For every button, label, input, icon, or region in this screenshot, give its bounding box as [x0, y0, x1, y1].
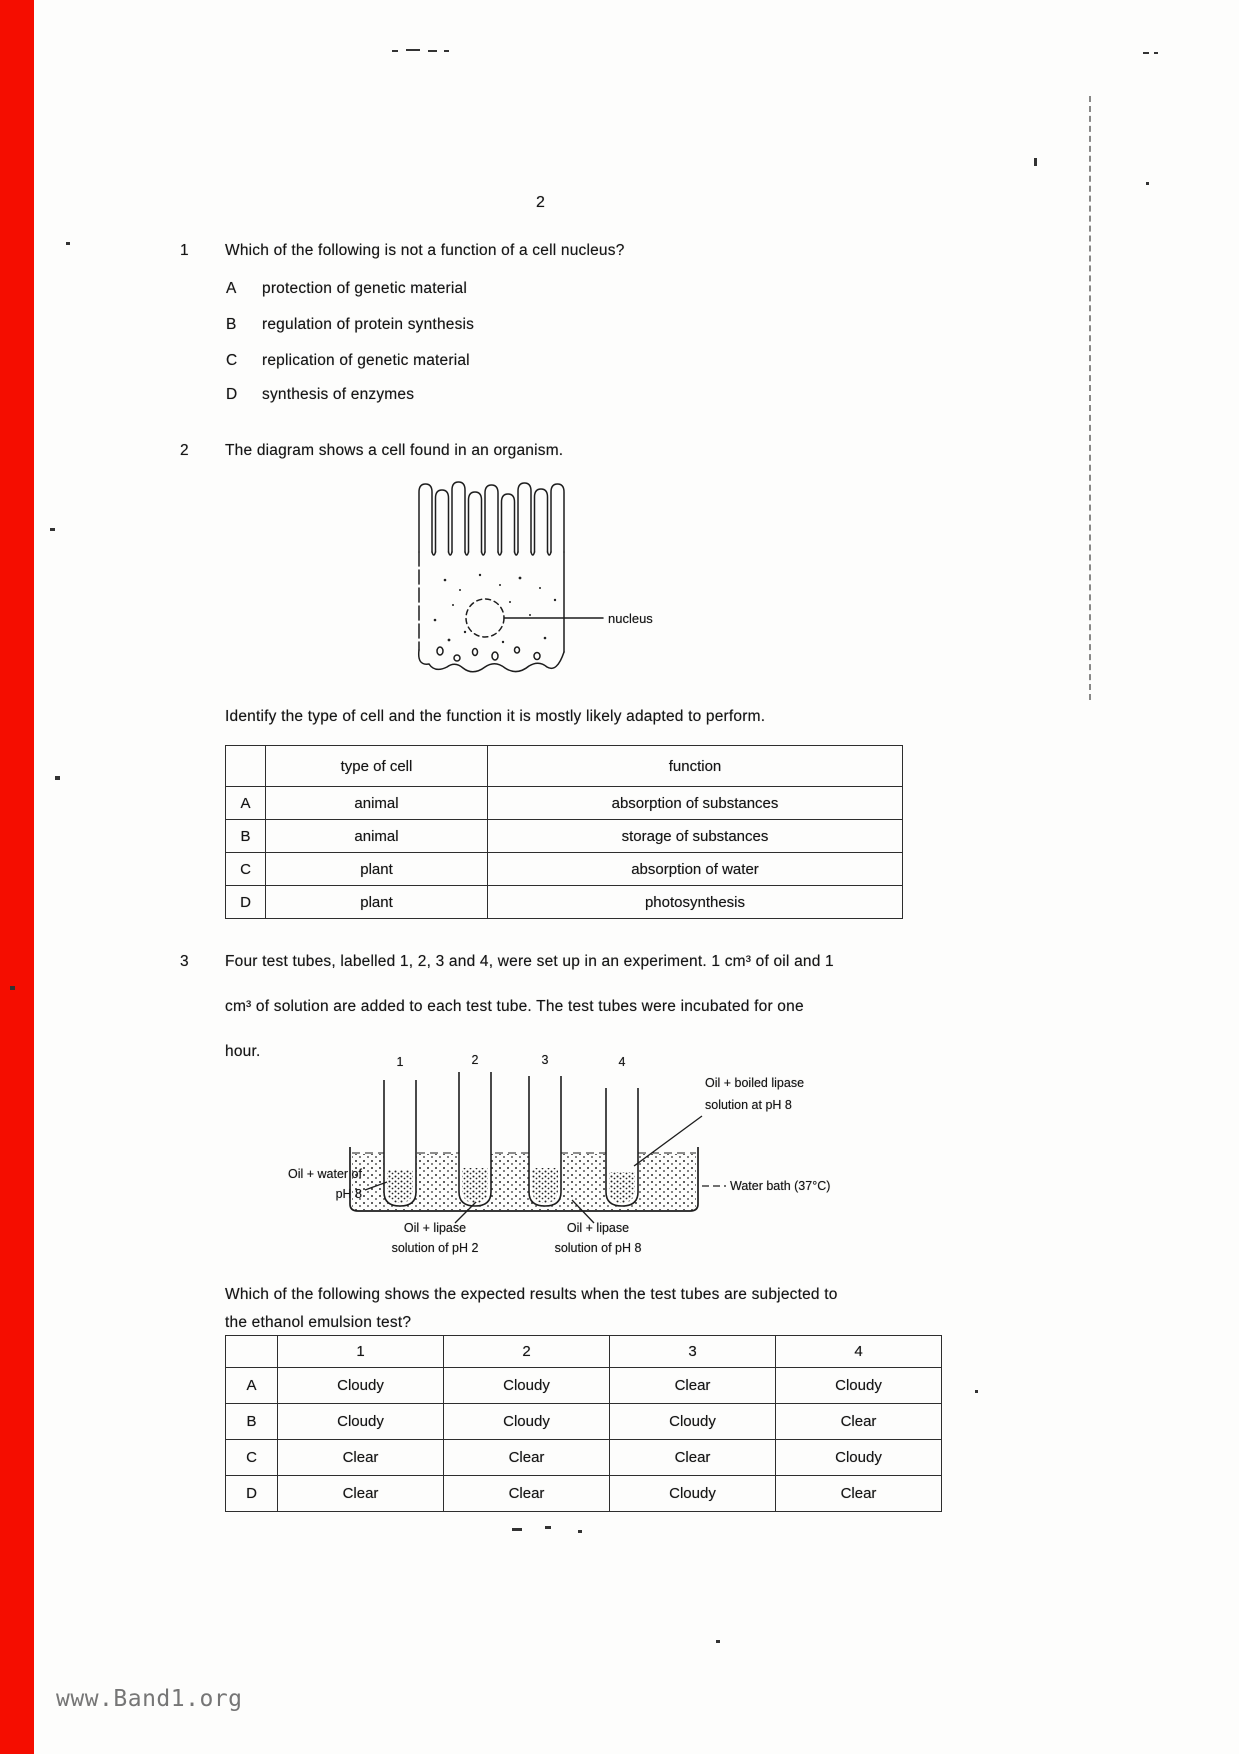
cell-type: plant [266, 853, 488, 886]
option-letter: C [226, 352, 238, 369]
oil-water-label-line2: pH 8 [335, 1187, 362, 1201]
question-1-option-b [226, 316, 474, 334]
tube-4-number: 4 [618, 1055, 626, 1069]
scan-artifact [50, 528, 55, 531]
result-cell: Cloudy [444, 1404, 610, 1440]
cell-type: plant [266, 886, 488, 919]
scan-artifact [1089, 96, 1091, 700]
row-letter: D [226, 886, 266, 919]
tube-3-number: 3 [541, 1053, 549, 1067]
result-cell: Clear [610, 1368, 776, 1404]
scan-artifact [428, 50, 437, 52]
cell-function: storage of substances [488, 820, 903, 853]
cell-type-function-table [225, 745, 903, 919]
row-letter: B [226, 1404, 278, 1440]
cell-function: absorption of substances [488, 787, 903, 820]
water-bath-label: Water bath (37°C) [730, 1179, 831, 1193]
question-1-text: Which of the following is not a function of a cell nucleus? [225, 242, 625, 259]
table-row [226, 787, 903, 820]
scan-artifact [55, 776, 60, 780]
scan-artifact [406, 49, 420, 51]
result-cell: Cloudy [278, 1368, 444, 1404]
table-row [226, 886, 903, 919]
cell-type: animal [266, 787, 488, 820]
scan-artifact [1146, 182, 1149, 185]
scan-edge-red-bar [0, 0, 34, 1754]
question-3-line3: hour. [225, 1043, 261, 1060]
col-header-1: 1 [278, 1336, 444, 1368]
row-letter: D [226, 1476, 278, 1512]
scan-artifact [716, 1640, 720, 1643]
option-text: protection of genetic material [262, 280, 468, 297]
table-header-row [226, 1336, 942, 1368]
col-header-3: 3 [610, 1336, 776, 1368]
result-cell: Clear [444, 1440, 610, 1476]
result-cell: Clear [278, 1440, 444, 1476]
scan-artifact [392, 50, 398, 52]
table-row [226, 853, 903, 886]
row-letter: A [226, 1368, 278, 1404]
question-3-line2: cm³ of solution are added to each test tube. The test tubes were incubated for one [225, 998, 804, 1015]
cell-function: absorption of water [488, 853, 903, 886]
scan-artifact [578, 1530, 582, 1533]
scan-artifact [444, 50, 449, 52]
option-letter: A [226, 280, 237, 297]
result-cell: Cloudy [776, 1368, 942, 1404]
cell-diagram [405, 470, 695, 685]
result-cell: Clear [776, 1404, 942, 1440]
question-1-number: 1 [180, 242, 189, 259]
option-text: replication of genetic material [262, 352, 470, 369]
row-letter: B [226, 820, 266, 853]
result-cell: Clear [444, 1476, 610, 1512]
col-header-function: function [488, 746, 903, 787]
question-1-option-a [226, 280, 467, 298]
option-letter: B [226, 316, 237, 333]
question-2-number: 2 [180, 442, 189, 459]
option-text: regulation of protein synthesis [262, 316, 475, 333]
table-row [226, 820, 903, 853]
col-header-2: 2 [444, 1336, 610, 1368]
result-cell: Clear [610, 1440, 776, 1476]
lipase-ph2-label-line2: solution of pH 2 [391, 1241, 479, 1255]
table-row [226, 1476, 942, 1512]
question-1-option-c [226, 352, 470, 370]
scan-artifact [512, 1528, 522, 1531]
result-cell: Cloudy [776, 1440, 942, 1476]
scan-artifact [545, 1526, 551, 1529]
question-3-prompt-line2: the ethanol emulsion test? [225, 1314, 412, 1331]
question-3 [180, 953, 1000, 971]
question-2-text: The diagram shows a cell found in an organism. [225, 442, 564, 459]
boiled-lipase-label-line1: Oil + boiled lipase [705, 1076, 805, 1090]
tube-2-number: 2 [471, 1053, 479, 1067]
result-cell: Cloudy [278, 1404, 444, 1440]
col-header-4: 4 [776, 1336, 942, 1368]
question-3-prompt-line1: Which of the following shows the expected results when the test tubes are subjected to [225, 1286, 838, 1303]
result-cell: Cloudy [444, 1368, 610, 1404]
scan-artifact [10, 986, 15, 990]
corner-cell [226, 746, 266, 787]
results-table [225, 1335, 942, 1512]
boiled-lipase-label-line2: solution at pH 8 [705, 1098, 792, 1112]
cell-type: animal [266, 820, 488, 853]
question-1 [180, 242, 960, 260]
lipase-ph8-label-line2: solution of pH 8 [554, 1241, 642, 1255]
col-header-type: type of cell [266, 746, 488, 787]
table-row [226, 1440, 942, 1476]
scan-artifact [1034, 158, 1037, 166]
table-row [226, 1368, 942, 1404]
scan-artifact [1143, 52, 1149, 54]
result-cell: Cloudy [610, 1476, 776, 1512]
scan-artifact [1154, 52, 1158, 54]
question-3-line1: Four test tubes, labelled 1, 2, 3 and 4, were set up in an experiment. 1 cm³ of oil and 1 [225, 953, 834, 970]
watermark-url: www.Band1.org [56, 1686, 243, 1712]
lipase-ph8-label-line1: Oil + lipase [566, 1221, 630, 1235]
option-letter: D [226, 386, 238, 403]
question-2 [180, 442, 960, 460]
table-header-row [226, 746, 903, 787]
nucleus-label: nucleus [608, 611, 653, 626]
lipase-ph2-label-line1: Oil + lipase [403, 1221, 467, 1235]
result-cell: Clear [776, 1476, 942, 1512]
question-1-option-d [226, 386, 414, 404]
row-letter: C [226, 853, 266, 886]
tube-1-number: 1 [396, 1055, 404, 1069]
row-letter: C [226, 1440, 278, 1476]
cell-function: photosynthesis [488, 886, 903, 919]
question-3-number: 3 [180, 953, 189, 970]
table-row [226, 1404, 942, 1440]
scan-artifact [975, 1390, 978, 1393]
option-text: synthesis of enzymes [262, 386, 415, 403]
row-letter: A [226, 787, 266, 820]
oil-water-label-line1: Oil + water of [288, 1167, 362, 1181]
result-cell: Clear [278, 1476, 444, 1512]
test-tube-experiment-diagram [250, 1040, 860, 1275]
result-cell: Cloudy [610, 1404, 776, 1440]
scan-artifact [66, 242, 70, 245]
corner-cell [226, 1336, 278, 1368]
question-2-prompt: Identify the type of cell and the function it is mostly likely adapted to perform. [225, 708, 766, 725]
page-number: 2 [536, 194, 545, 211]
